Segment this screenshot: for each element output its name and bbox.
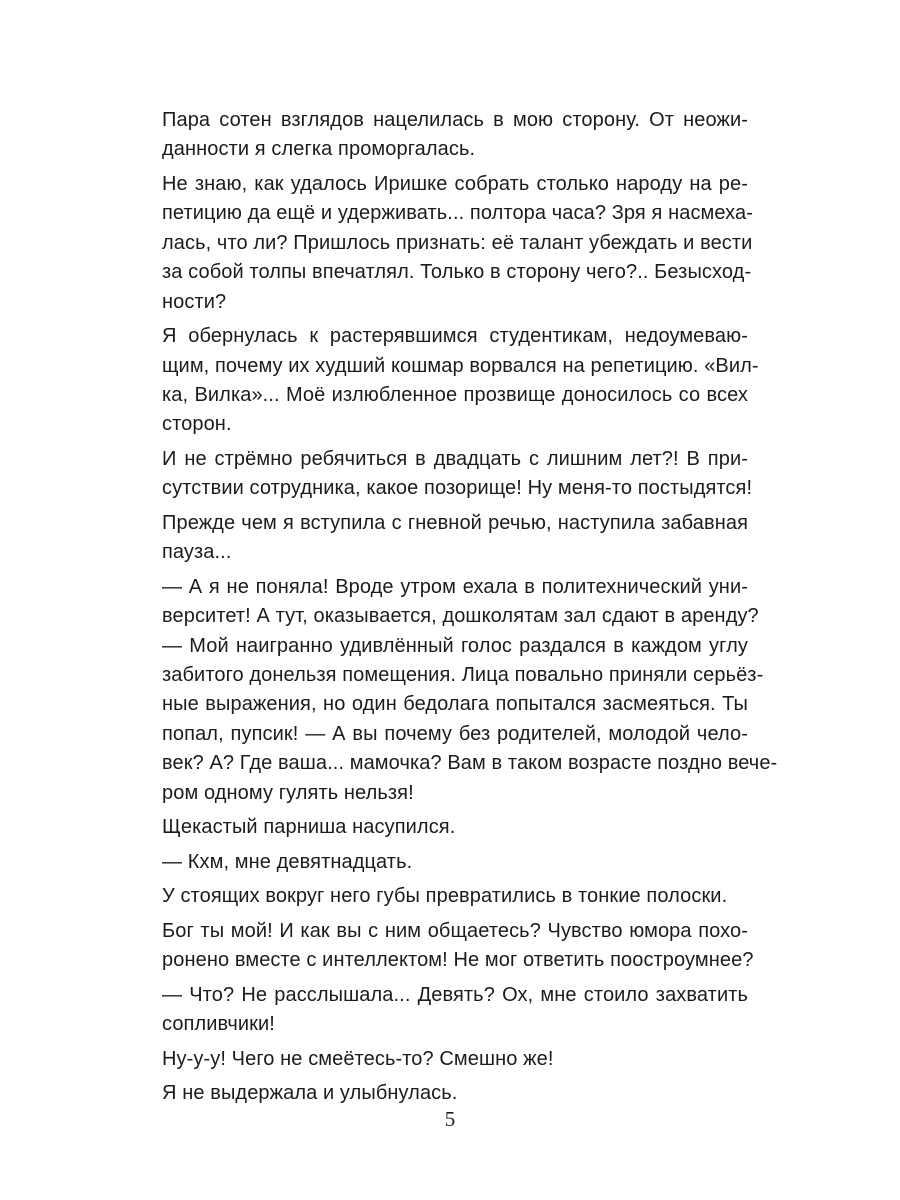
text-line: сутствии сотрудника, какое позорище! Ну меня-то постыдятся! [162, 477, 753, 500]
paragraph [162, 917, 754, 976]
text-line: Я не выдержала и улыбнулась. [162, 1082, 458, 1105]
paragraph [162, 106, 748, 165]
text-line: Прежде чем я вступила с гневной речью, наступила забавная [162, 511, 748, 534]
paragraph [162, 170, 754, 317]
text-line: данности я слегка проморгалась. [162, 138, 476, 161]
text-line: верситет! А тут, оказывается, дошколятам зал сдают в аренду? [162, 605, 759, 628]
text-line: лась, что ли? Пришлось признать: её талант убеждать и вести [162, 231, 753, 254]
text-line: сопливчики! [162, 1013, 275, 1036]
paragraph [162, 322, 759, 440]
text-line: Не знаю, как удалось Иришке собрать столько народу на ре- [162, 172, 748, 195]
text-line: сторон. [162, 413, 232, 436]
text-line: Пара сотен взглядов нацелилась в мою сторону. От неожи- [162, 109, 748, 131]
paragraph [162, 813, 748, 842]
paragraph [162, 848, 748, 877]
paragraph [162, 882, 748, 911]
text-line: Я обернулась к растерявшимся студентикам, недоумеваю- [162, 325, 748, 348]
text-line: ронено вместе с интеллектом! Не мог ответить поостроумнее? [162, 949, 754, 972]
text-line: петицию да ещё и удерживать... полтора часа? Зря я насмеха- [162, 202, 754, 225]
page-number: 5 [444, 1107, 456, 1131]
text-line: У стоящих вокруг него губы превратились в тонкие полоски. [162, 885, 728, 908]
text-line: Бог ты мой! И как вы с ним общаетесь? Чувство юмора похо- [162, 919, 748, 942]
body-text [162, 106, 778, 1109]
text-line: — Мой наигранно удивлённый голос раздался в каждом углу [162, 634, 748, 657]
text-line: ром одному гулять нельзя! [162, 781, 414, 804]
text-line: ка, Вилка»... Моё излюбленное прозвище доносилось со всех [162, 383, 748, 406]
text-line: — Кхм, мне девятнадцать. [162, 850, 413, 873]
paragraph [162, 573, 778, 808]
text-line: ности? [162, 290, 227, 313]
text-line: попал, пупсик! — А вы почему без родителей, молодой чело- [162, 722, 748, 745]
paragraph [162, 1045, 748, 1074]
text-line: век? А? Где ваша... мамочка? Вам в таком возрасте поздно вече- [162, 752, 778, 775]
text-line: — А я не поняла! Вроде утром ехала в политехнический уни- [162, 575, 748, 598]
text-line: щим, почему их худший кошмар ворвался на репетицию. «Вил- [162, 354, 759, 377]
paragraph [162, 445, 753, 504]
text-line: И не стрёмно ребячиться в двадцать с лишним лет?! В при- [162, 447, 748, 470]
text-line: Ну-у-у! Чего не смеётесь-то? Смешно же! [162, 1047, 554, 1070]
text-line: за собой толпы впечатлял. Только в сторону чего?.. Безысход- [162, 261, 752, 284]
paragraph [162, 981, 748, 1040]
text-line: ные выражения, но один бедолага попытался засмеяться. Ты [162, 693, 748, 716]
text-line: пауза... [162, 541, 232, 564]
text-line: забитого донельзя помещения. Лица повально приняли серьёз- [162, 663, 764, 686]
text-line: Щекастый парниша насупился. [162, 816, 456, 839]
paragraph [162, 509, 748, 568]
text-line: — Что? Не расслышала... Девять? Ох, мне стоило захватить [162, 983, 748, 1006]
